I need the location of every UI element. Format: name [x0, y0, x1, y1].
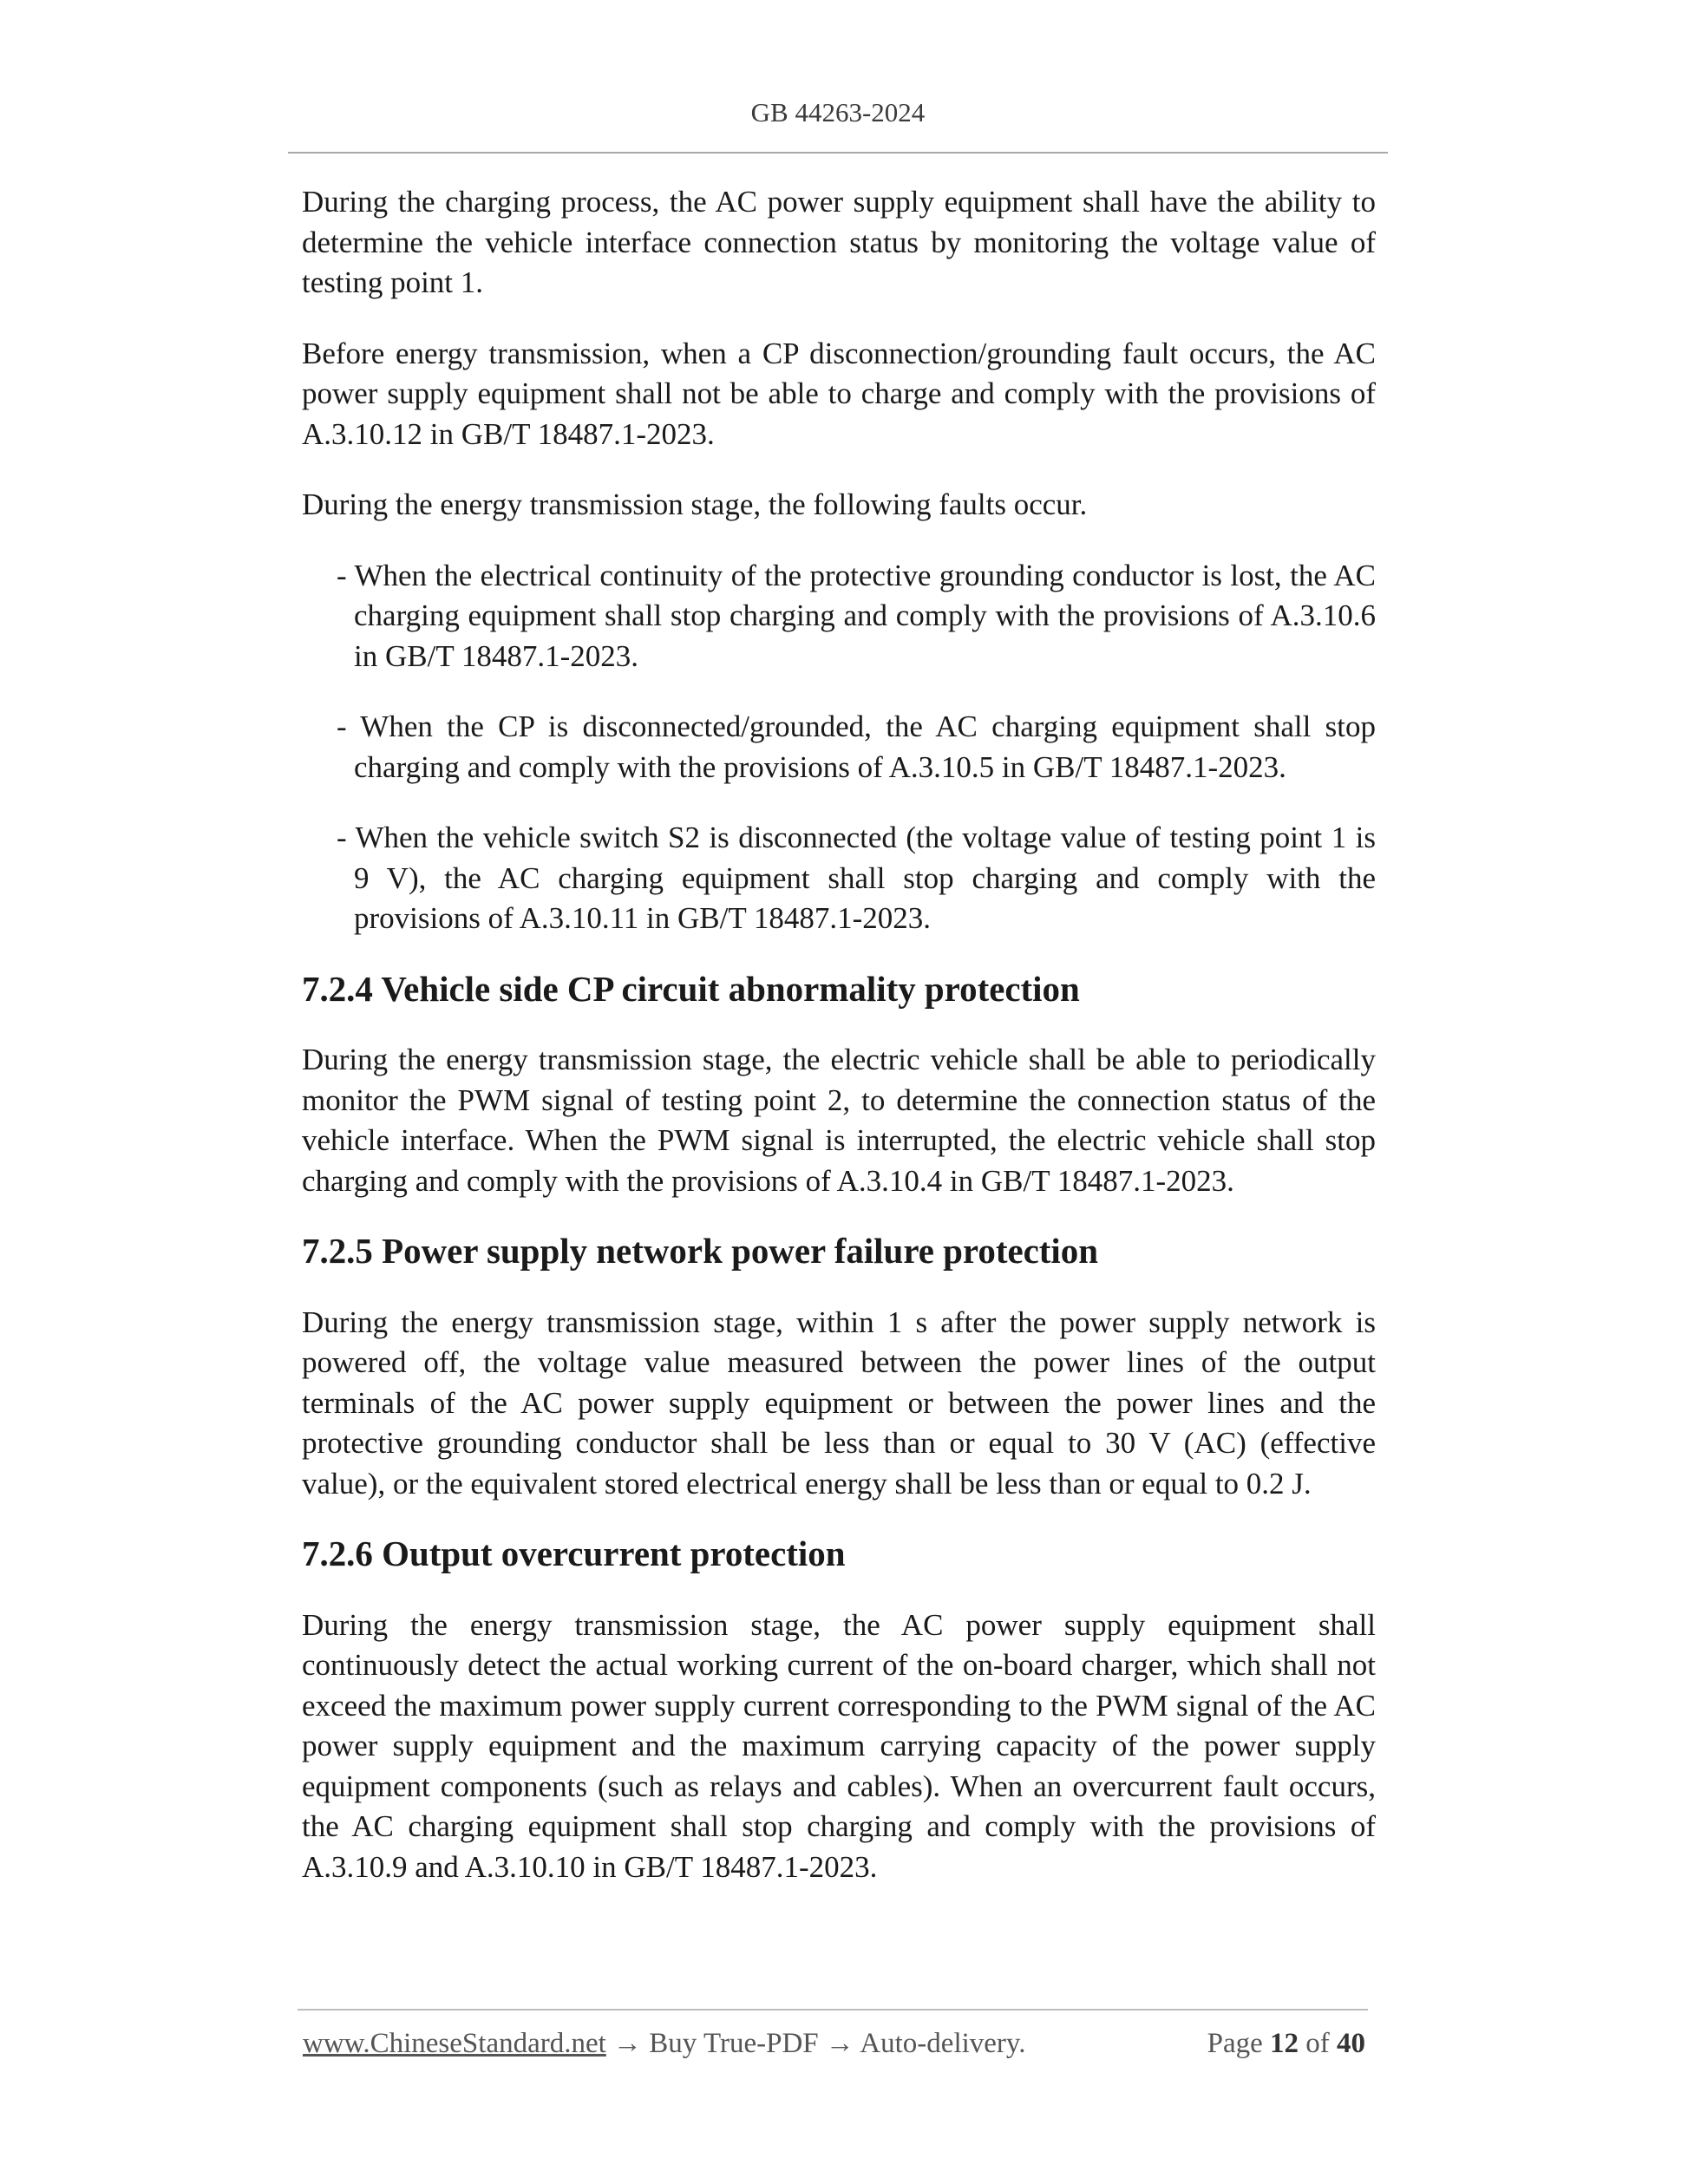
list-item: - When the CP is disconnected/grounded, the AC charging equipment shall stop charging and comply with the provisions of A.3.10.5 in GB/T 18487.1-2023.	[337, 709, 1376, 784]
section-heading-7-2-5: 7.2.5 Power supply network power failure protection	[302, 1232, 1099, 1271]
section-heading-7-2-6: 7.2.6 Output overcurrent protection	[302, 1534, 846, 1573]
list-item: - When the vehicle switch S2 is disconnected (the voltage value of testing point 1 is 9 V), the AC charging equipment shall stop charging and comply with the provisions of A.3.10.11 in GB/T 18487.1-2023.	[337, 821, 1376, 935]
site-link[interactable]: www.ChineseStandard.net	[303, 2028, 606, 2059]
list-item: - When the electrical continuity of the protective grounding conductor is lost, the AC charging equipment shall stop charging and comply with the provisions of A.3.10.6 in GB/T 18487.1-2023.	[337, 558, 1376, 673]
paragraph: Before energy transmission, when a CP disconnection/grounding fault occurs, the AC power supply equipment shall not be able to charge and comply with the provisions of A.3.10.12 in GB/T 18487.1-2023.	[302, 336, 1376, 451]
footer-divider	[298, 2009, 1368, 2011]
page-label: Page	[1207, 2028, 1263, 2059]
paragraph: During the charging process, the AC power supply equipment shall have the ability to determine the vehicle interface connection status by monitoring the voltage value of testing point 1.	[302, 185, 1376, 299]
paragraph: During the energy transmission stage, the following faults occur.	[302, 487, 1088, 521]
page-current: 12	[1270, 2028, 1299, 2059]
footer-promo	[303, 2028, 1026, 2060]
paragraph: During the energy transmission stage, the electric vehicle shall be able to periodically monitor the PWM signal of testing point 2, to determine the connection status of the vehicle interface. When the PWM signal is interrupted, the electric vehicle shall stop charging and comply with the provisions of A.3.10.4 in GB/T 18487.1-2023.	[302, 1043, 1376, 1198]
page-total: 40	[1337, 2028, 1365, 2059]
header-divider	[288, 152, 1388, 154]
page-header: GB 44263-2024	[750, 97, 926, 128]
footer-promo-text: → Buy True-PDF → Auto-delivery.	[605, 2028, 1026, 2059]
fault-list	[302, 556, 1376, 939]
section-heading-7-2-4: 7.2.4 Vehicle side CP circuit abnormality protection	[302, 969, 1080, 1009]
document-body	[302, 182, 1376, 1918]
paragraph: During the energy transmission stage, the AC power supply equipment shall continuously detect the actual working current of the on-board charger, which shall not exceed the maximum power supply current corresponding to the PWM signal of the AC power supply equipment and the maximum carrying capacity of the power supply equipment components (such as relays and cables). When an overcurrent fault occurs, the AC charging equipment shall stop charging and comply with the provisions of A.3.10.9 and A.3.10.10 in GB/T 18487.1-2023.	[302, 1607, 1376, 1884]
page-of-label: of	[1305, 2028, 1330, 2059]
paragraph: During the energy transmission stage, within 1 s after the power supply network is powered off, the voltage value measured between the power lines of the output terminals of the AC power supply equipment or between the power lines and the protective grounding conductor shall be less than or equal to 30 V (AC) (effective value), or the equivalent stored electrical energy shall be less than or equal to 0.2 J.	[302, 1305, 1376, 1501]
page-number	[1207, 2028, 1365, 2060]
